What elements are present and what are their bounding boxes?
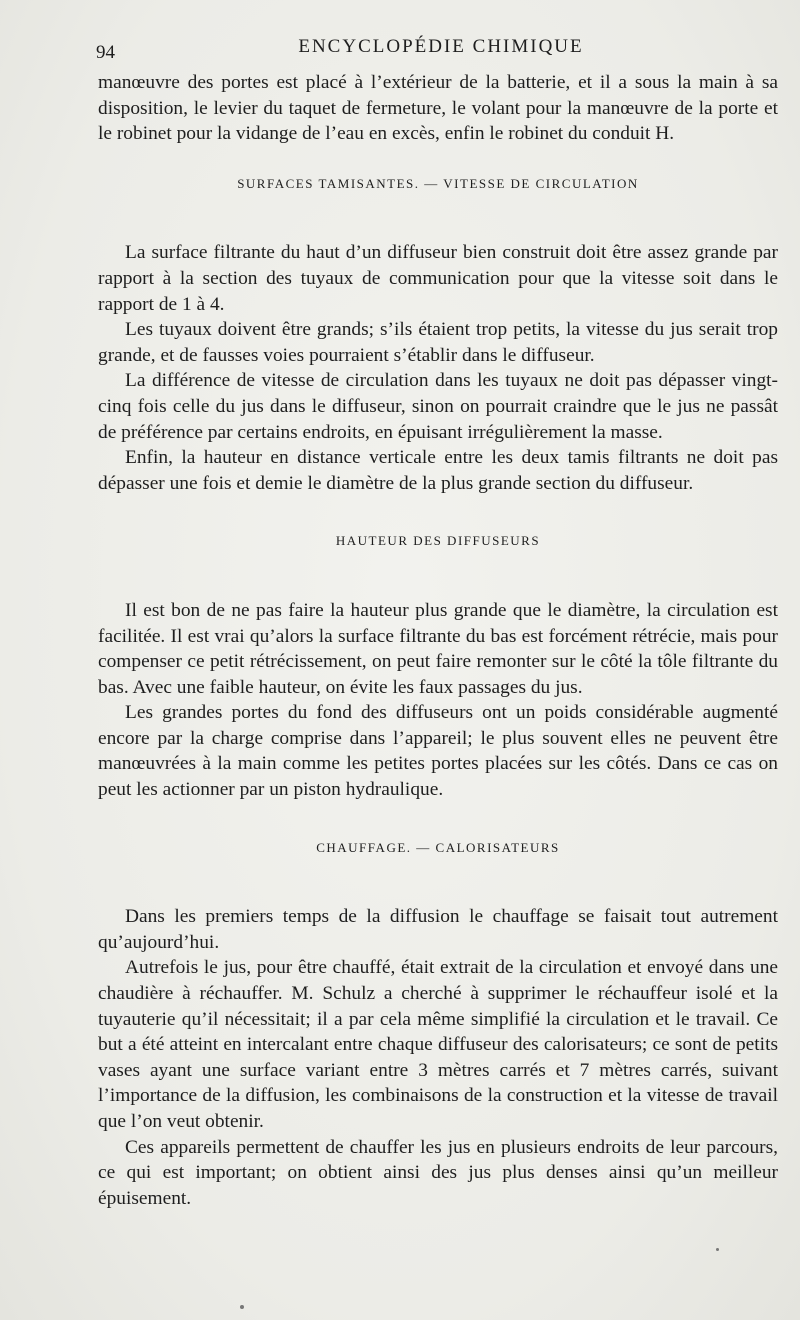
paragraph: La différence de vitesse de circulation dans les tuyaux ne doit pas dépasser vingt-cinq fois celle du jus dans le diffuseur, sinon on pourrait craindre que le jus ne passât de préférence par certains endroits, en épuisant irrégulièrement la masse.	[98, 370, 778, 443]
section-chauffage-calorisateurs	[98, 835, 778, 1212]
paragraph: Ces appareils permettent de chauffer les jus en plusieurs endroits de leur parcours, ce qui est important; on obtient ainsi des jus plus denses ainsi qu’un meilleur épuisement.	[98, 1136, 778, 1209]
paragraph: Enfin, la hauteur en distance verticale entre les deux tamis filtrants ne doit pas dépasser une fois et demie le diamètre de la plus grande section du diffuseur.	[98, 447, 778, 494]
section-title: HAUTEUR DES DIFFUSEURS	[335, 533, 541, 549]
paragraph: Les tuyaux doivent être grands; s’ils étaient trop petits, la vitesse du jus serait trop grande, et de fausses voies pourraient s’établir dans le diffuseur.	[98, 319, 778, 366]
paragraph: Autrefois le jus, pour être chauffé, était extrait de la circulation et envoyé dans une chaudière à réchauffer. M. Schulz a cherché à supprimer le réchauffeur isolé et la tuyauterie qu’il nécessitait; il a par cela même simplifié la circulation et le travail. Ce but a été atteint en intercalant entre chaque diffuseur des calorisateurs; ce sont de petits vases ayant une surface variant entre 3 mètres carrés et 7 mètres carrés, suivant l’importance de la diffusion, les combinaisons de la construction et la vitesse de travail que l’on veut obtenir.	[98, 957, 778, 1132]
section-surfaces-tamisantes	[98, 171, 778, 497]
page-header	[96, 36, 786, 64]
body-text	[98, 70, 778, 1211]
page-number: 94	[96, 42, 115, 63]
paragraph: La surface filtrante du haut d’un diffuseur bien construit doit être assez grande par rapport à la section des tuyaux de communication pour que la vitesse soit dans le rapport de 1 à 4.	[98, 242, 778, 315]
section-hauteur-des-diffuseurs	[98, 528, 778, 802]
section-title: CHAUFFAGE. — CALORISATEURS	[316, 839, 560, 855]
running-title: ENCYCLOPÉDIE CHIMIQUE	[298, 36, 584, 57]
paragraph: Dans les premiers temps de la diffusion le chauffage se faisait tout autrement qu’aujourd’hui.	[98, 906, 778, 953]
ink-speck	[716, 1248, 719, 1251]
paragraph: Les grandes portes du fond des diffuseurs ont un poids considérable augmenté encore par la charge comprise dans l’appareil; le plus souvent elles ne peuvent être manœuvrées à la main comme les petites portes placées sur les côtés. Dans ce cas on peut les actionner par un piston hydraulique.	[98, 702, 778, 801]
paragraph: Il est bon de ne pas faire la hauteur plus grande que le diamètre, la circulation est facilitée. Il est vrai qu’alors la surface filtrante du bas est forcément rétrécie, mais pour compenser ce petit rétrécissement, on peut faire remonter sur le côté la tôle filtrante du bas. Avec une faible hauteur, on évite les faux passages du jus.	[98, 599, 778, 698]
section-title: SURFACES TAMISANTES. — VITESSE DE CIRCULATION	[237, 175, 639, 191]
ink-speck	[240, 1305, 244, 1309]
intro-paragraph: manœuvre des portes est placé à l’extérieur de la batterie, et il a sous la main à sa disposition, le levier du taquet de fermeture, le volant pour la manœuvre de la porte et le robinet pour la vidange de l’eau en excès, enfin le robinet du conduit H.	[98, 72, 778, 145]
